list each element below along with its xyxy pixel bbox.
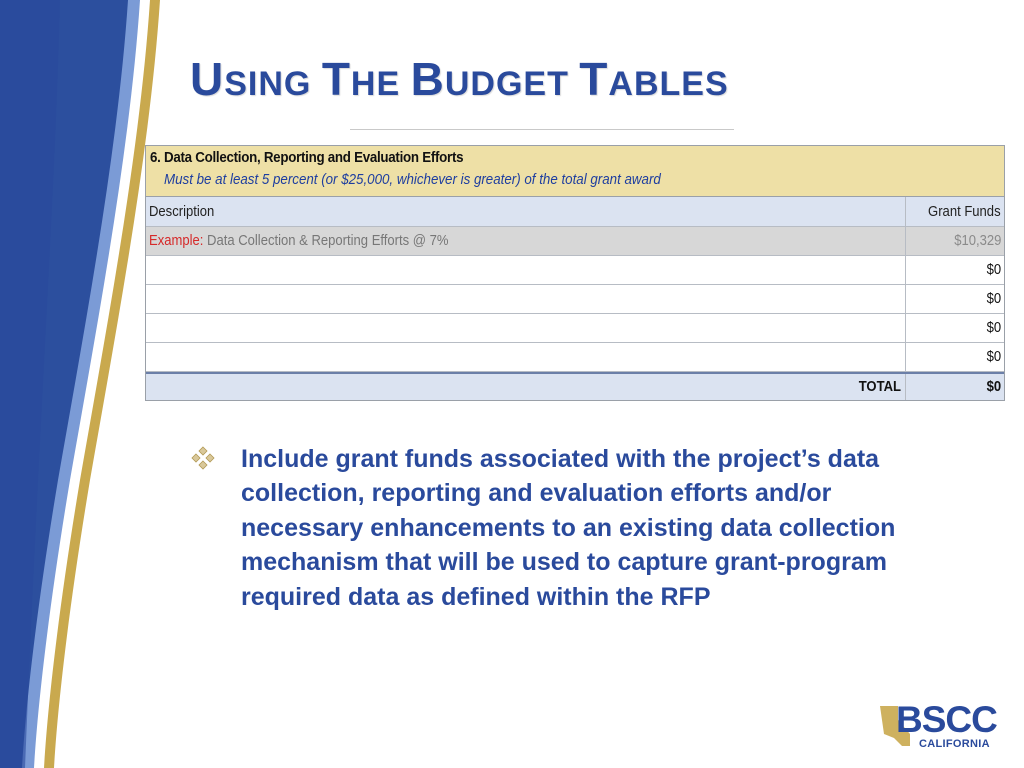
table-row-example [146, 227, 1004, 256]
example-text: Data Collection & Reporting Efforts @ 7% [203, 233, 449, 249]
slide-title: USING THE BUDGET TABLES [190, 53, 729, 105]
description-cell [146, 256, 906, 284]
description-cell [146, 314, 906, 342]
amount-cell: $0 [986, 320, 1001, 336]
diamond-cluster-icon [191, 446, 215, 470]
section-note: Must be at least 5 percent (or $25,000, whichever is greater) of the total grant award [164, 172, 661, 188]
amount-cell: $0 [986, 291, 1001, 307]
logo-subtext: CALIFORNIA [919, 738, 990, 750]
bullet-text: Include grant funds associated with the project’s data collection, reporting and evaluation efforts and/or necessary enhancements to an existing data collection mechanism that will be used to capture grant-program required data as defined within the RFP [241, 445, 896, 611]
section-title: 6. Data Collection, Reporting and Evaluation Efforts [150, 150, 464, 166]
example-label: Example: [149, 233, 204, 249]
table-row [146, 314, 1004, 343]
col-grant-funds-header: Grant Funds [928, 203, 1001, 220]
table-row [146, 256, 1004, 285]
table-section-header [146, 146, 1004, 197]
table-row [146, 285, 1004, 314]
budget-table [145, 145, 1005, 401]
example-amount: $10,329 [953, 233, 1001, 249]
logo-text: BSCC [896, 699, 997, 740]
title-underline [350, 129, 734, 130]
col-description-header: Description [149, 203, 215, 220]
amount-cell: $0 [986, 262, 1001, 278]
total-amount: $0 [986, 379, 1001, 395]
table-column-header [146, 197, 1004, 227]
table-row-total [146, 372, 1004, 400]
description-cell [146, 285, 906, 313]
total-label: TOTAL [858, 379, 901, 395]
description-cell [146, 343, 906, 371]
amount-cell: $0 [986, 349, 1001, 365]
table-row [146, 343, 1004, 372]
